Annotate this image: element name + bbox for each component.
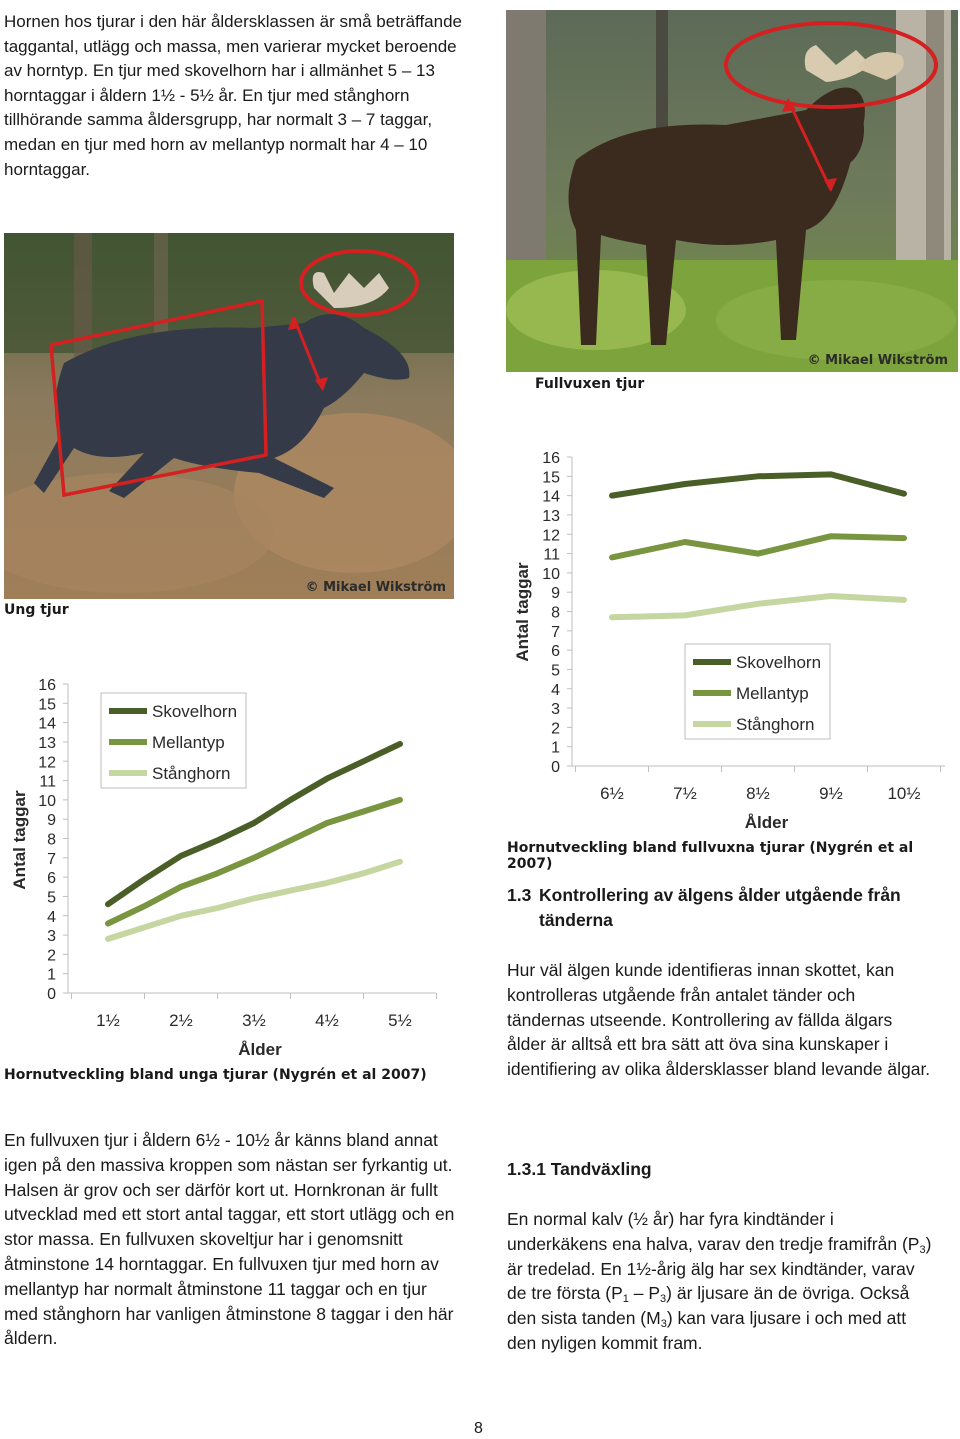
y-tick-label: 1 — [551, 739, 560, 757]
y-tick-label: 16 — [38, 677, 56, 694]
y-tick-label: 9 — [47, 812, 56, 830]
y-tick-label: 0 — [551, 759, 560, 776]
y-tick-label: 2 — [551, 720, 560, 738]
section-1-3-1-heading: 1.3.1 Tandväxling — [507, 1159, 652, 1179]
young-photo-caption: Ung tjur — [4, 602, 69, 618]
x-axis-title: Ålder — [238, 1040, 282, 1059]
y-tick-label: 5 — [47, 889, 56, 907]
y-tick-label: 12 — [542, 527, 560, 545]
adult-bulls-chart — [505, 440, 960, 840]
young-bull-photo — [4, 233, 454, 599]
section-1-3-text: Hur väl älgen kunde identifieras innan skottet, kan kontrolleras utgående från antalet tänder och tändernas utseende. Kontrollering av fällda älgars ålder är alltså ett bra sätt att öva sina kunskaper i identifiering av olika åldersklasser bland levande älgar. — [507, 960, 931, 1080]
y-tick-label: 8 — [551, 604, 560, 622]
section-1-3-number: 1.3 — [507, 885, 532, 905]
adult-photo-credit: © Mikael Wikström — [807, 353, 948, 368]
y-tick-label: 8 — [47, 831, 56, 849]
chart-legend — [101, 693, 246, 788]
y-axis-title: Antal taggar — [513, 562, 532, 662]
y-tick-label: 2 — [47, 947, 56, 965]
y-tick-label: 7 — [551, 623, 560, 641]
x-tick-label: 4½ — [315, 1011, 339, 1030]
x-tick-label: 2½ — [169, 1011, 193, 1030]
legend-label: Mellantyp — [736, 684, 809, 703]
y-tick-label: 7 — [47, 850, 56, 868]
x-tick-label: 6½ — [600, 784, 624, 803]
y-tick-label: 11 — [543, 546, 560, 564]
x-axis-title: Ålder — [744, 813, 789, 832]
adult-description-text: En fullvuxen tjur i åldern 6½ - 10½ år känns bland annat igen på den massiva kroppen som nästan ser fyrkantig ut. Halsen är grov och ser därför kort ut. Hornkronan är fullt utvecklad med ett stort antal taggar, ett stort utlägg och en stor massa. En fullvuxen skoveltjur har i genomsnitt åtminstone 14 horntaggar. En fullvuxen tjur med horn av mellantyp har normalt åtminstone 11 taggar och en tjur med stånghorn har vanligen åtminstone 8 taggar i den här åldern. — [4, 1130, 455, 1349]
y-tick-label: 4 — [551, 681, 560, 699]
section-1-3-heading — [507, 883, 927, 933]
x-tick-label: 3½ — [242, 1011, 266, 1030]
legend-label: Skovelhorn — [152, 702, 238, 721]
young-chart-caption: Hornutveckling bland unga tjurar (Nygrén et al 2007) — [4, 1067, 427, 1083]
y-tick-label: 15 — [542, 469, 560, 487]
series-line-stånghorn — [612, 596, 904, 617]
y-tick-label: 3 — [47, 928, 56, 946]
series-line-skovelhorn — [612, 474, 904, 495]
y-tick-label: 3 — [551, 701, 560, 719]
young-photo-credit: © Mikael Wikström — [305, 580, 446, 595]
y-tick-label: 0 — [47, 986, 56, 1003]
y-tick-label: 14 — [38, 715, 56, 733]
x-tick-label: 5½ — [388, 1011, 412, 1030]
y-tick-label: 6 — [47, 870, 56, 888]
y-tick-label: 10 — [542, 565, 560, 583]
series-line-mellantyp — [108, 800, 400, 924]
y-tick-label: 14 — [542, 488, 560, 506]
series-line-mellantyp — [612, 536, 904, 557]
x-tick-label: 9½ — [819, 784, 843, 803]
adult-bull-photo — [506, 10, 958, 372]
section-1-3-title: Kontrollering av älgens ålder utgående från tänderna — [539, 885, 901, 930]
adult-chart-caption: Hornutveckling bland fullvuxna tjurar (Nygrén et al 2007) — [507, 840, 914, 872]
section-1-3-1-text: En normal kalv (½ år) har fyra kindtänder i underkäkens ena halva, varav den tredje framifrån $(P_3)$ är tredelad. En 1½-årig älg har sex kindtänder, varav de tre första $(P_1 - P_3)$ är ljusare än de övriga. Också den sista tanden $(M_3)$ kan vara ljusare i och med att den nyligen kommit fram. — [507, 1209, 932, 1353]
intro-paragraph: Hornen hos tjurar i den här åldersklassen är små beträffande taggantal, utlägg och massa, men varierar mycket beroende av horntyp. En tjur med skovelhorn har i allmänhet 5 – 13 horntaggar i åldern 1½ - 5½ år. En tjur med stånghorn tillhörande samma åldersgrupp, har normalt 3 – 7 taggar, medan en tjur med horn av mellantyp normalt har 4 – 10 horntaggar. — [4, 12, 462, 179]
legend-label: Stånghorn — [736, 715, 815, 734]
y-tick-label: 5 — [551, 662, 560, 680]
legend-label: Stånghorn — [152, 764, 231, 783]
y-tick-label: 10 — [38, 792, 56, 810]
y-tick-label: 13 — [542, 507, 560, 525]
y-tick-label: 1 — [47, 966, 56, 984]
young-bulls-chart — [0, 665, 470, 1065]
y-tick-label: 15 — [38, 696, 56, 714]
y-axis-title: Antal taggar — [10, 790, 29, 890]
adult-photo-caption: Fullvuxen tjur — [535, 376, 645, 392]
y-tick-label: 12 — [38, 754, 56, 772]
x-tick-label: 10½ — [887, 784, 921, 803]
y-tick-label: 16 — [542, 450, 560, 467]
x-tick-label: 1½ — [96, 1011, 120, 1030]
y-tick-label: 9 — [551, 585, 560, 603]
x-tick-label: 7½ — [673, 784, 697, 803]
y-tick-label: 13 — [38, 734, 56, 752]
chart-legend — [685, 644, 830, 739]
legend-label: Skovelhorn — [736, 653, 822, 672]
x-tick-label: 8½ — [746, 784, 770, 803]
y-tick-label: 6 — [551, 643, 560, 661]
page-number: 8 — [474, 1420, 483, 1437]
y-tick-label: 4 — [47, 908, 56, 926]
y-tick-label: 11 — [39, 773, 56, 791]
legend-label: Mellantyp — [152, 733, 225, 752]
